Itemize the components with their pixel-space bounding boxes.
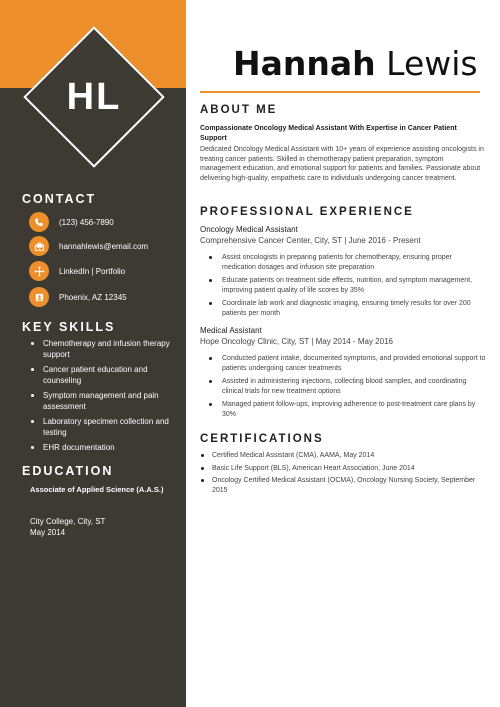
skills-heading: KEY SKILLS — [22, 320, 116, 334]
job-bullet: Educate patients on treatment side effects, nutrition, and symptom management, improving patient quality of life scores by 35% — [209, 276, 487, 295]
certification-item: Basic Life Support (BLS), American Heart Association, June 2014 — [200, 464, 485, 474]
certification-item: Certified Medical Assistant (CMA), AAMA, May 2014 — [200, 451, 485, 461]
job-title: Medical Assistant — [200, 326, 262, 335]
job-bullet: Assist oncologists in preparing patients for chemotherapy, ensuring proper medication dosages and infusion site preparation — [209, 253, 487, 272]
skill-item: Laboratory specimen collection and testing — [30, 416, 180, 438]
contact-location — [29, 287, 127, 307]
about-heading: ABOUT ME — [200, 104, 278, 116]
location-icon — [29, 287, 49, 307]
job-title: Oncology Medical Assistant — [200, 225, 298, 234]
contact-email-text[interactable]: hannahlewis@email.com — [59, 241, 149, 251]
education-school: City College, City, ST — [30, 517, 106, 526]
certifications-heading: CERTIFICATIONS — [200, 433, 324, 445]
contact-links-text[interactable]: LinkedIn | Portfolio — [59, 266, 126, 276]
job-bullets — [209, 354, 487, 423]
about-body: Dedicated Oncology Medical Assistant with 10+ years of experience assisting oncologists in treating cancer patients. Skilled in chemotherapy patient preparation, symptom management education, and emotional support for patients and families. Passionate about delivering high-quality, empathetic care to individuals undergoing cancer treatment. — [200, 146, 484, 182]
job-bullet: Conducted patient intake, documented symptoms, and provided emotional support to patients undergoing cancer treatments — [209, 354, 487, 373]
contact-phone — [29, 212, 114, 232]
monogram-initials: HL — [66, 75, 122, 118]
certification-item: Oncology Certified Medical Assistant (OCMA), Oncology Nursing Society, September 2015 — [200, 476, 485, 495]
contact-links — [29, 261, 125, 281]
monogram — [19, 22, 169, 172]
skills-list — [30, 338, 180, 457]
skill-item: EHR documentation — [30, 442, 180, 453]
last-name: Lewis — [386, 44, 478, 83]
experience-heading: PROFESSIONAL EXPERIENCE — [200, 206, 414, 218]
job-bullet: Managed patient follow-ups, improving adherence to post-treatment care plans by 30% — [209, 400, 487, 419]
job-subtitle: Hope Oncology Clinic, City, ST | May 2014 - May 2016 — [200, 337, 393, 346]
email-icon — [29, 236, 49, 256]
certifications-list — [200, 451, 485, 498]
skill-item: Symptom management and pain assessment — [30, 390, 180, 412]
contact-email — [29, 236, 148, 256]
about-title: Compassionate Oncology Medical Assistant With Expertise in Cancer Patient Support — [200, 125, 457, 142]
skill-item: Cancer patient education and counseling — [30, 364, 180, 386]
contact-heading: CONTACT — [22, 192, 97, 206]
name-divider — [200, 91, 480, 93]
phone-icon — [29, 212, 49, 232]
job-bullet: Coordinate lab work and diagnostic imaging, ensuring timely results for over 200 patients per month — [209, 299, 487, 318]
contact-location-text: Phoenix, AZ 12345 — [59, 292, 127, 302]
skill-item: Chemotherapy and infusion therapy support — [30, 338, 180, 360]
job-bullet: Assisted in administering injections, collecting blood samples, and coordinating clinical trials for new treatment options — [209, 377, 487, 396]
education-heading: EDUCATION — [22, 464, 114, 478]
link-icon — [29, 261, 49, 281]
candidate-name — [233, 44, 478, 84]
education-date: May 2014 — [30, 528, 66, 537]
job-subtitle: Comprehensive Cancer Center, City, ST | June 2016 - Present — [200, 236, 421, 245]
first-name: Hannah — [233, 44, 376, 83]
contact-phone-text: (123) 456-7890 — [59, 217, 114, 227]
education-degree: Associate of Applied Science (A.A.S.) — [30, 485, 164, 494]
job-bullets — [209, 253, 487, 322]
